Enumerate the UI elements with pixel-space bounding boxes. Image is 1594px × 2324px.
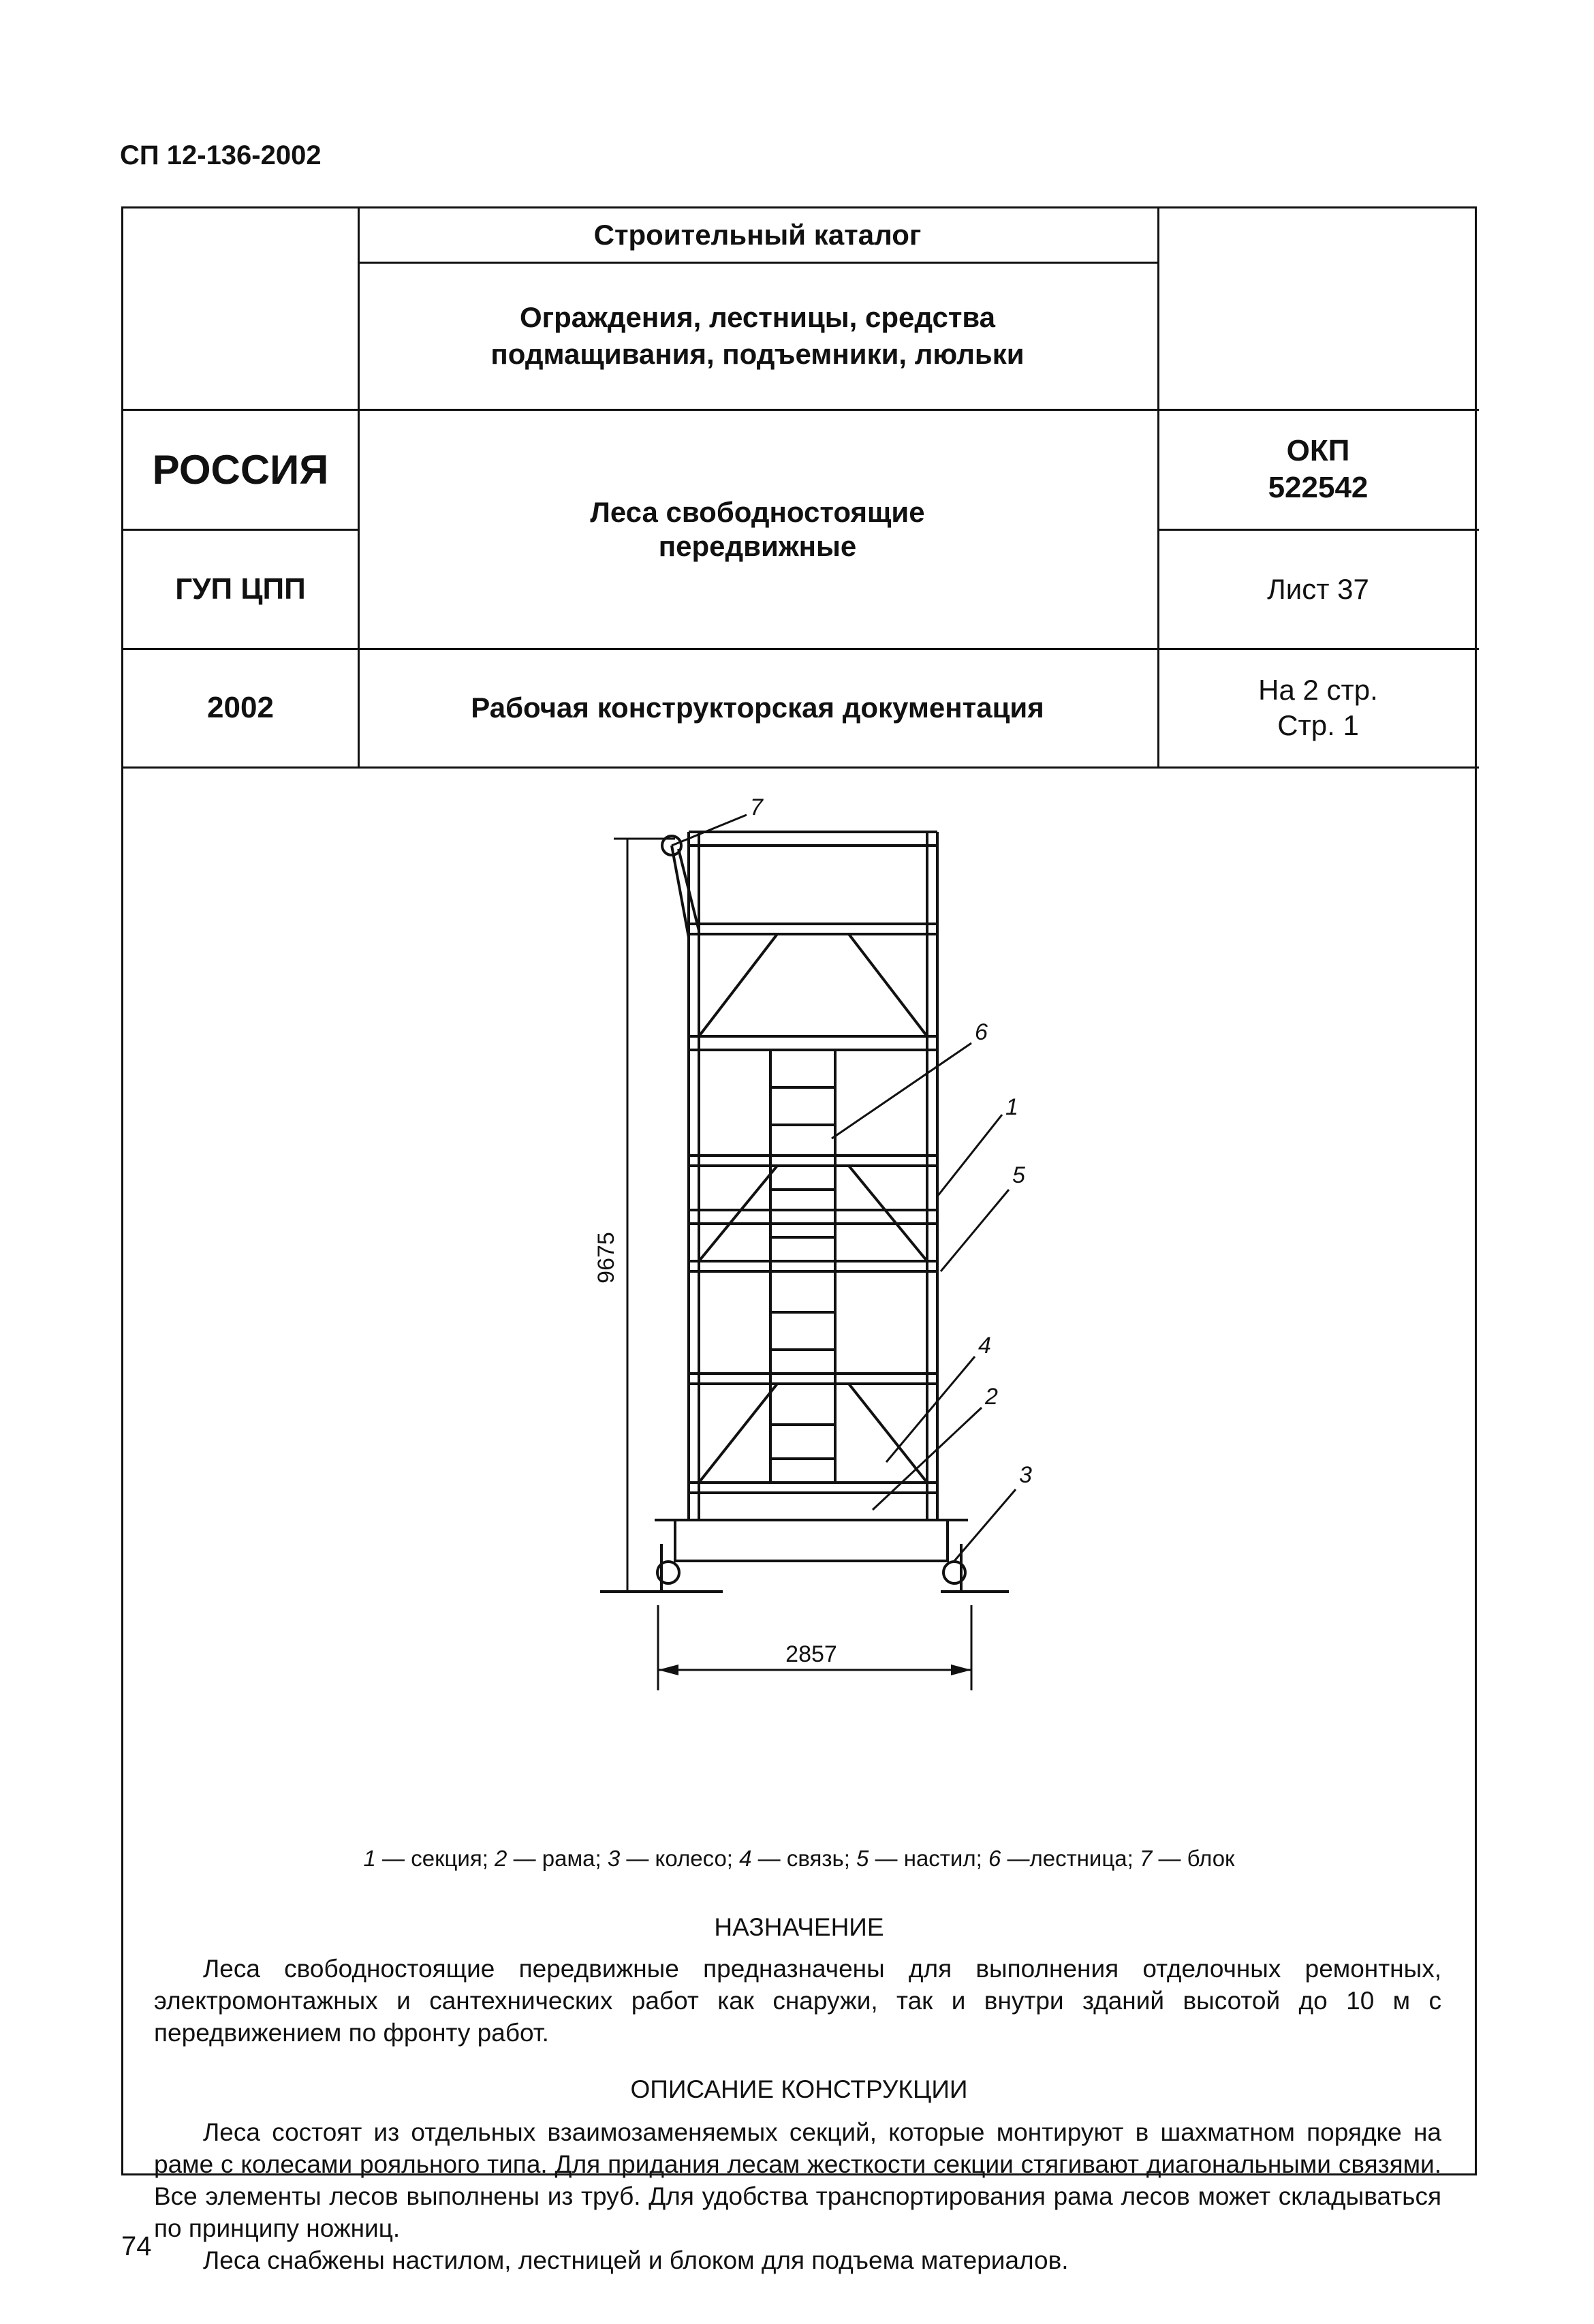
year-label: 2002 [207, 691, 274, 724]
legend-num-5: 5 [856, 1846, 869, 1871]
width-dimension-label: 2857 [785, 1641, 837, 1667]
document-code: СП 12-136-2002 [120, 140, 322, 170]
legend-text-3: — колесо; [620, 1846, 740, 1871]
legend-num-7: 7 [1139, 1846, 1153, 1871]
product-title-line-2: передвижные [658, 529, 857, 562]
product-title-line-1: Леса свободностоящие [590, 495, 925, 528]
page-number: 74 [121, 2231, 152, 2261]
purpose-paragraph: Леса свободностоящие передвижные предназначены для выполнения отделочных ремонтных, электромонтажных и сантехнических работ как снаружи, так и внутри зданий высотой до 10 м с передвижением по фронту работ. [154, 1955, 1441, 2047]
sheet-label: Лист 37 [1267, 572, 1369, 605]
legend-num-6: 6 [988, 1846, 1001, 1871]
okp-label: ОКП [1286, 434, 1350, 467]
legend-text-5: — настил; [869, 1846, 988, 1871]
catalog-subtitle-line-1: Ограждения, лестницы, средства [519, 301, 996, 333]
legend-text-1: — секция; [375, 1846, 495, 1871]
callout-4: 4 [978, 1333, 991, 1359]
design-paragraph-1: Леса состоят из отдельных взаимозаменяемых секций, которые монтируют в шахматном порядке на раме с колесами рояльного типа. Для придания лесам жесткости секции стягивают диагональными связями. Все элементы лесов выполнены из труб. Для удобства транспортирования рама лесов может складываться по принципу ножниц. [154, 2118, 1441, 2242]
catalog-subtitle-line-2: подмащивания, подъемники, люльки [490, 338, 1025, 370]
legend-text-2: — рама; [507, 1846, 608, 1871]
callout-7: 7 [750, 794, 763, 820]
callout-3: 3 [1019, 1462, 1032, 1488]
okp-code: 522542 [1268, 471, 1369, 504]
organization-label: ГУП ЦПП [175, 572, 306, 606]
callout-5: 5 [1012, 1162, 1025, 1188]
legend-num-1: 1 [363, 1846, 376, 1871]
doc-type-label: Рабочая конструкторская документация [471, 692, 1044, 724]
legend-text-7: — блок [1152, 1846, 1235, 1871]
page-current: Стр. 1 [1277, 709, 1359, 741]
legend-text-6: —лестница; [1001, 1846, 1140, 1871]
country-label: РОССИЯ [152, 446, 329, 493]
callout-1: 1 [1005, 1094, 1018, 1120]
legend-num-2: 2 [495, 1846, 507, 1871]
scaffold-drawing [123, 208, 1479, 1844]
callout-6: 6 [975, 1019, 988, 1045]
legend-num-3: 3 [607, 1846, 621, 1871]
purpose-heading: НАЗНАЧЕНИЕ [714, 1913, 884, 1941]
height-dimension-label: 9675 [593, 1232, 619, 1284]
catalog-title: Строительный каталог [593, 219, 922, 251]
legend-num-4: 4 [739, 1846, 752, 1871]
legend-text-4: — связь; [751, 1846, 857, 1871]
callout-2: 2 [985, 1384, 998, 1410]
figure-legend [123, 1846, 1475, 1872]
design-heading: ОПИСАНИЕ КОНСТРУКЦИИ [630, 2075, 968, 2103]
design-paragraph-2: Леса снабжены настилом, лестницей и блоком для подъема материалов. [203, 2246, 1069, 2274]
pages-total: На 2 стр. [1258, 674, 1378, 706]
